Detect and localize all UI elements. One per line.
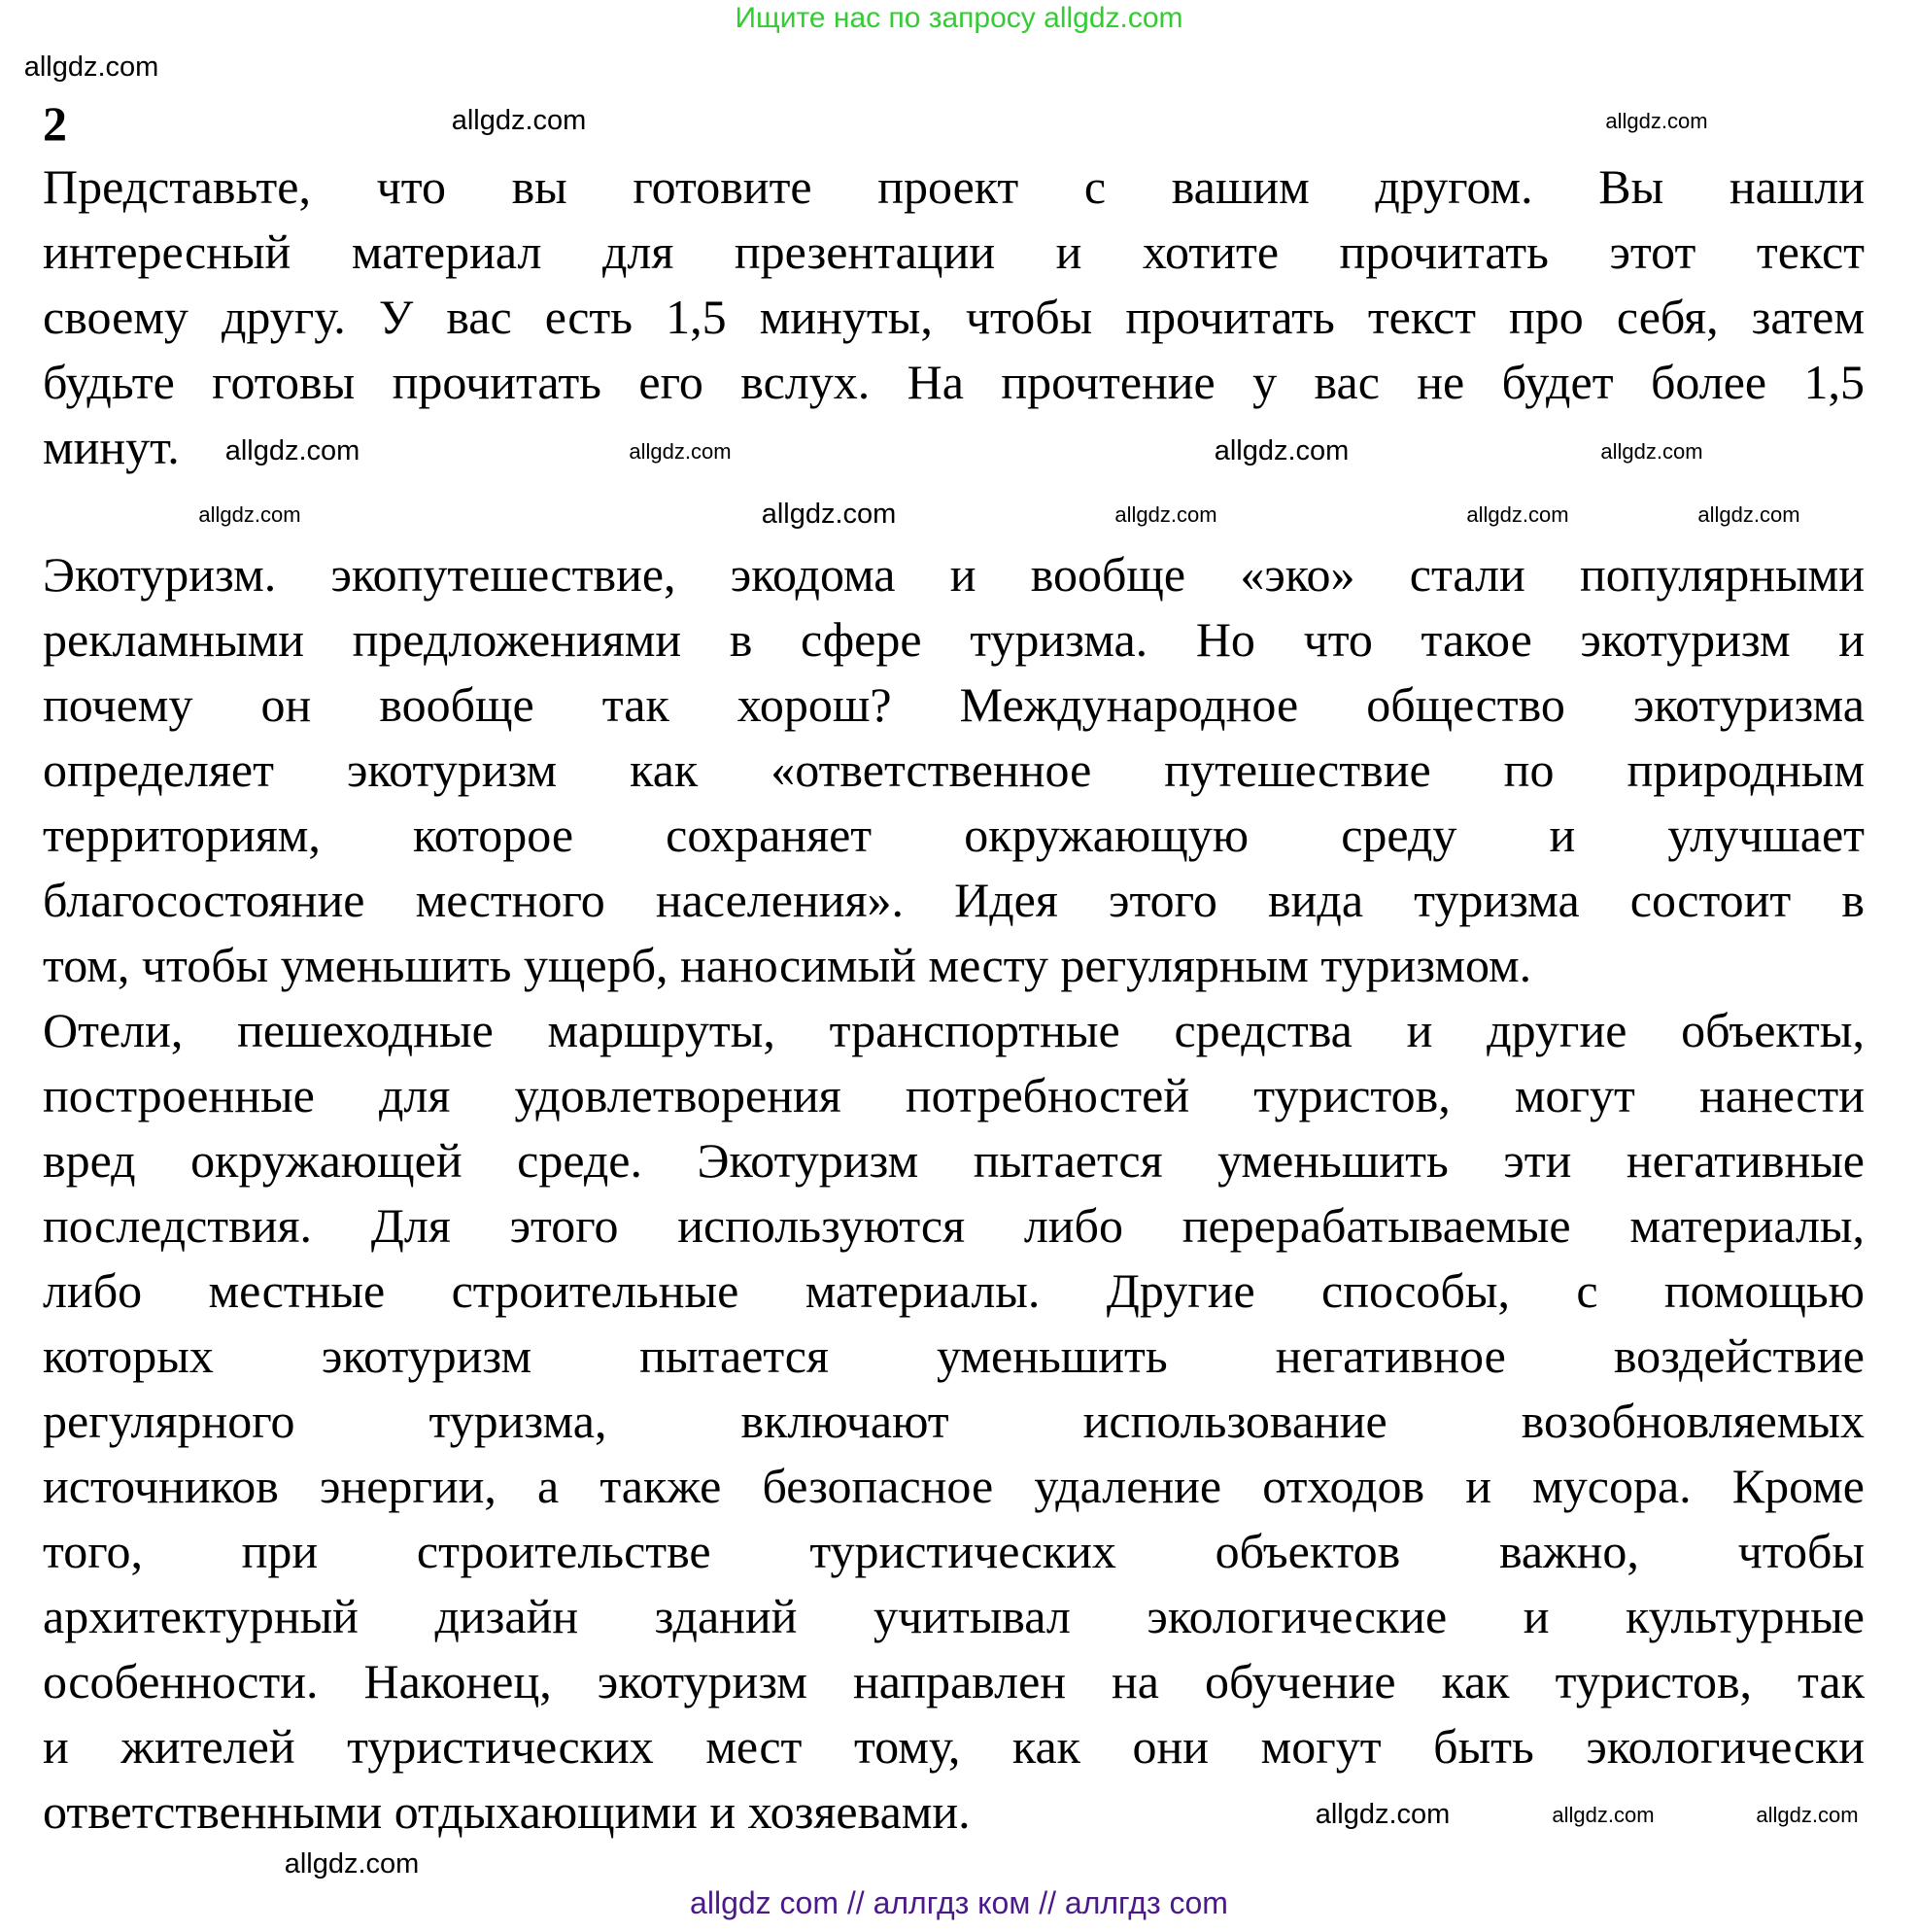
text-line: Отели, пешеходные маршруты, транспортные средства и другие объекты, bbox=[43, 1003, 1865, 1057]
text-line: последствия. Для этого используются либо перерабатываемые материалы, bbox=[43, 1198, 1865, 1253]
text-line: которых экотуризм пытается уменьшить негативное воздействие bbox=[43, 1328, 1865, 1383]
watermark-text: allgdz.com bbox=[1600, 438, 1703, 464]
watermark-text: allgdz.com bbox=[451, 105, 587, 137]
text-line: своему другу. У вас есть 1,5 минуты, чтобы прочитать текст про себя, затем bbox=[43, 290, 1865, 344]
watermark-text: allgdz.com bbox=[1697, 501, 1800, 527]
header-banner: Ищите нас по запросу allgdz.com bbox=[735, 2, 1183, 34]
watermark-text: allgdz.com bbox=[284, 1848, 420, 1880]
text-line: определяет экотуризм как «ответственное путешествие по природным bbox=[43, 742, 1865, 797]
text-line: Экотуризм. экопутешествие, экодома и вообще «эко» стали популярными bbox=[43, 547, 1865, 602]
text-line: вред окружающей среде. Экотуризм пытается уменьшить эти негативные bbox=[43, 1133, 1865, 1188]
text-line: интересный материал для презентации и хотите прочитать этот текст bbox=[43, 224, 1865, 279]
watermark-text: allgdz.com bbox=[1214, 435, 1350, 467]
text-line: архитектурный дизайн зданий учитывал экологические и культурные bbox=[43, 1589, 1865, 1643]
text-line: благосостояние местного населения». Идея этого вида туризма состоит в bbox=[43, 873, 1865, 927]
watermark-text: allgdz.com bbox=[1315, 1799, 1451, 1831]
text-line: построенные для удовлетворения потребностей туристов, могут нанести bbox=[43, 1068, 1865, 1122]
ecotourism-text bbox=[43, 546, 1865, 1848]
watermark-text: allgdz.com bbox=[1552, 1802, 1655, 1827]
text-line: рекламными предложениями в сфере туризма. Но что такое экотуризм и bbox=[43, 612, 1865, 667]
text-line: регулярного туризма, включают использование возобновляемых bbox=[43, 1394, 1865, 1448]
text-line: того, при строительстве туристических объектов важно, чтобы bbox=[43, 1524, 1865, 1578]
watermark-text: allgdz.com bbox=[198, 501, 301, 527]
footer-banner: allgdz com // аллгдз ком // аллгдз com bbox=[690, 1885, 1228, 1920]
watermark-text: allgdz.com bbox=[1114, 501, 1217, 527]
text-line: либо местные строительные материалы. Другие способы, с помощью bbox=[43, 1263, 1865, 1318]
watermark-text: allgdz.com bbox=[761, 499, 897, 531]
watermark-text: allgdz.com bbox=[1756, 1802, 1859, 1827]
text-line: территориям, которое сохраняет окружающую среду и улучшает bbox=[43, 808, 1865, 862]
text-line: источников энергии, а также безопасное удаление отходов и мусора. Кроме bbox=[43, 1459, 1865, 1513]
text-line: и жителей туристических мест тому, как они могут быть экологически bbox=[43, 1719, 1865, 1774]
watermark-text: allgdz.com bbox=[629, 438, 732, 464]
text-line: почему он вообще так хорош? Международное общество экотуризма bbox=[43, 677, 1865, 732]
text-line: том, чтобы уменьшить ущерб, наносимый месту регулярным туризмом. bbox=[43, 938, 1532, 992]
watermark-text: allgdz.com bbox=[224, 435, 360, 467]
watermark-text: allgdz.com bbox=[1605, 108, 1708, 133]
watermark-text: allgdz.com bbox=[1466, 501, 1569, 527]
watermark-text: allgdz.com bbox=[23, 52, 159, 84]
text-line: минут. bbox=[43, 420, 180, 474]
text-line: особенности. Наконец, экотуризм направлен на обучение как туристов, так bbox=[43, 1654, 1865, 1708]
task-number: 2 bbox=[43, 96, 67, 151]
text-line: Представьте, что вы готовите проект с вашим другом. Вы нашли bbox=[43, 159, 1865, 214]
text-line: будьте готовы прочитать его вслух. На прочтение у вас не будет более 1,5 bbox=[43, 355, 1865, 409]
text-line: ответственными отдыхающими и хозяевами. bbox=[43, 1784, 971, 1839]
